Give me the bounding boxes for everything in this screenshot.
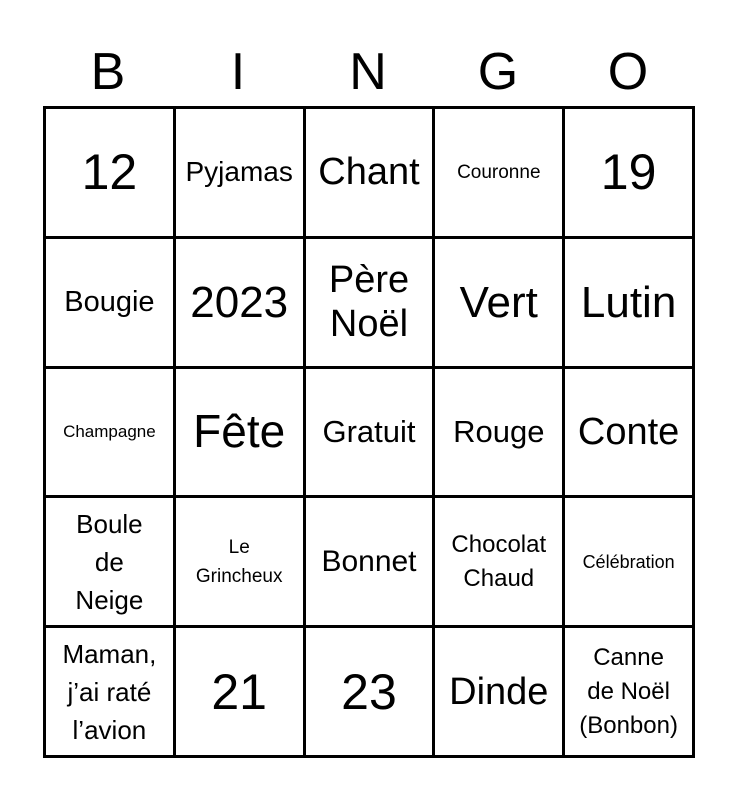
bingo-cell[interactable] [306,109,436,239]
header-letter-i: I [230,43,246,101]
bingo-cell[interactable] [565,109,695,239]
bingo-cell[interactable] [306,498,436,628]
bingo-cell[interactable] [306,239,436,369]
cell-label: Champagne [63,421,156,441]
bingo-cell[interactable] [565,628,695,758]
bingo-cell[interactable] [435,109,565,239]
bingo-cell[interactable] [435,628,565,758]
header-letter-n: N [349,43,387,101]
cell-label: Pyjamas [185,156,293,188]
bingo-cell[interactable] [46,498,176,628]
cell-label: Père Noël [328,259,410,346]
cell-label: 21 [211,663,267,720]
header-letter-g: G [477,43,519,101]
cell-label: Gratuit [322,413,416,449]
bingo-cell[interactable] [565,498,695,628]
cell-label: 19 [600,144,657,201]
cell-label: 2023 [190,277,289,327]
bingo-cell[interactable] [46,239,176,369]
header-letter-o: O [607,43,649,101]
bingo-cell[interactable] [435,498,565,628]
header-letter-b: B [90,43,126,101]
cell-label: Rouge [453,413,545,449]
bingo-card [43,106,695,758]
cell-label: Chant [318,151,420,194]
bingo-cell[interactable] [565,239,695,369]
cell-label: Dinde [449,670,549,713]
cell-label: Bougie [64,286,155,319]
bingo-cell[interactable] [176,498,306,628]
bingo-cell[interactable] [306,369,436,499]
bingo-cell[interactable] [176,239,306,369]
bingo-cell[interactable] [435,239,565,369]
cell-label: Bonnet [321,544,417,578]
cell-label: Célébration [582,551,675,572]
cell-label: Chocolat Chaud [451,530,547,592]
cell-label: Fête [193,405,286,458]
bingo-cell[interactable] [176,369,306,499]
cell-label: Boule de Neige [75,508,144,615]
bingo-cell[interactable] [46,369,176,499]
bingo-cell[interactable] [176,109,306,239]
bingo-cell[interactable] [46,109,176,239]
cell-label: Conte [577,410,680,453]
bingo-header [43,40,695,104]
cell-label: 12 [81,144,138,201]
bingo-cell[interactable] [435,369,565,499]
bingo-cell[interactable] [46,628,176,758]
cell-label: Canne de Noël (Bonbon) [579,643,678,739]
bingo-cell[interactable] [306,628,436,758]
cell-label: Le Grincheux [195,536,283,587]
cell-label: Maman, j’ai raté l’avion [62,638,157,745]
bingo-cell[interactable] [565,369,695,499]
cell-label: Couronne [457,161,541,183]
bingo-cell[interactable] [176,628,306,758]
cell-label: Lutin [580,277,677,327]
cell-label: 23 [341,663,397,720]
cell-label: Vert [459,277,538,327]
